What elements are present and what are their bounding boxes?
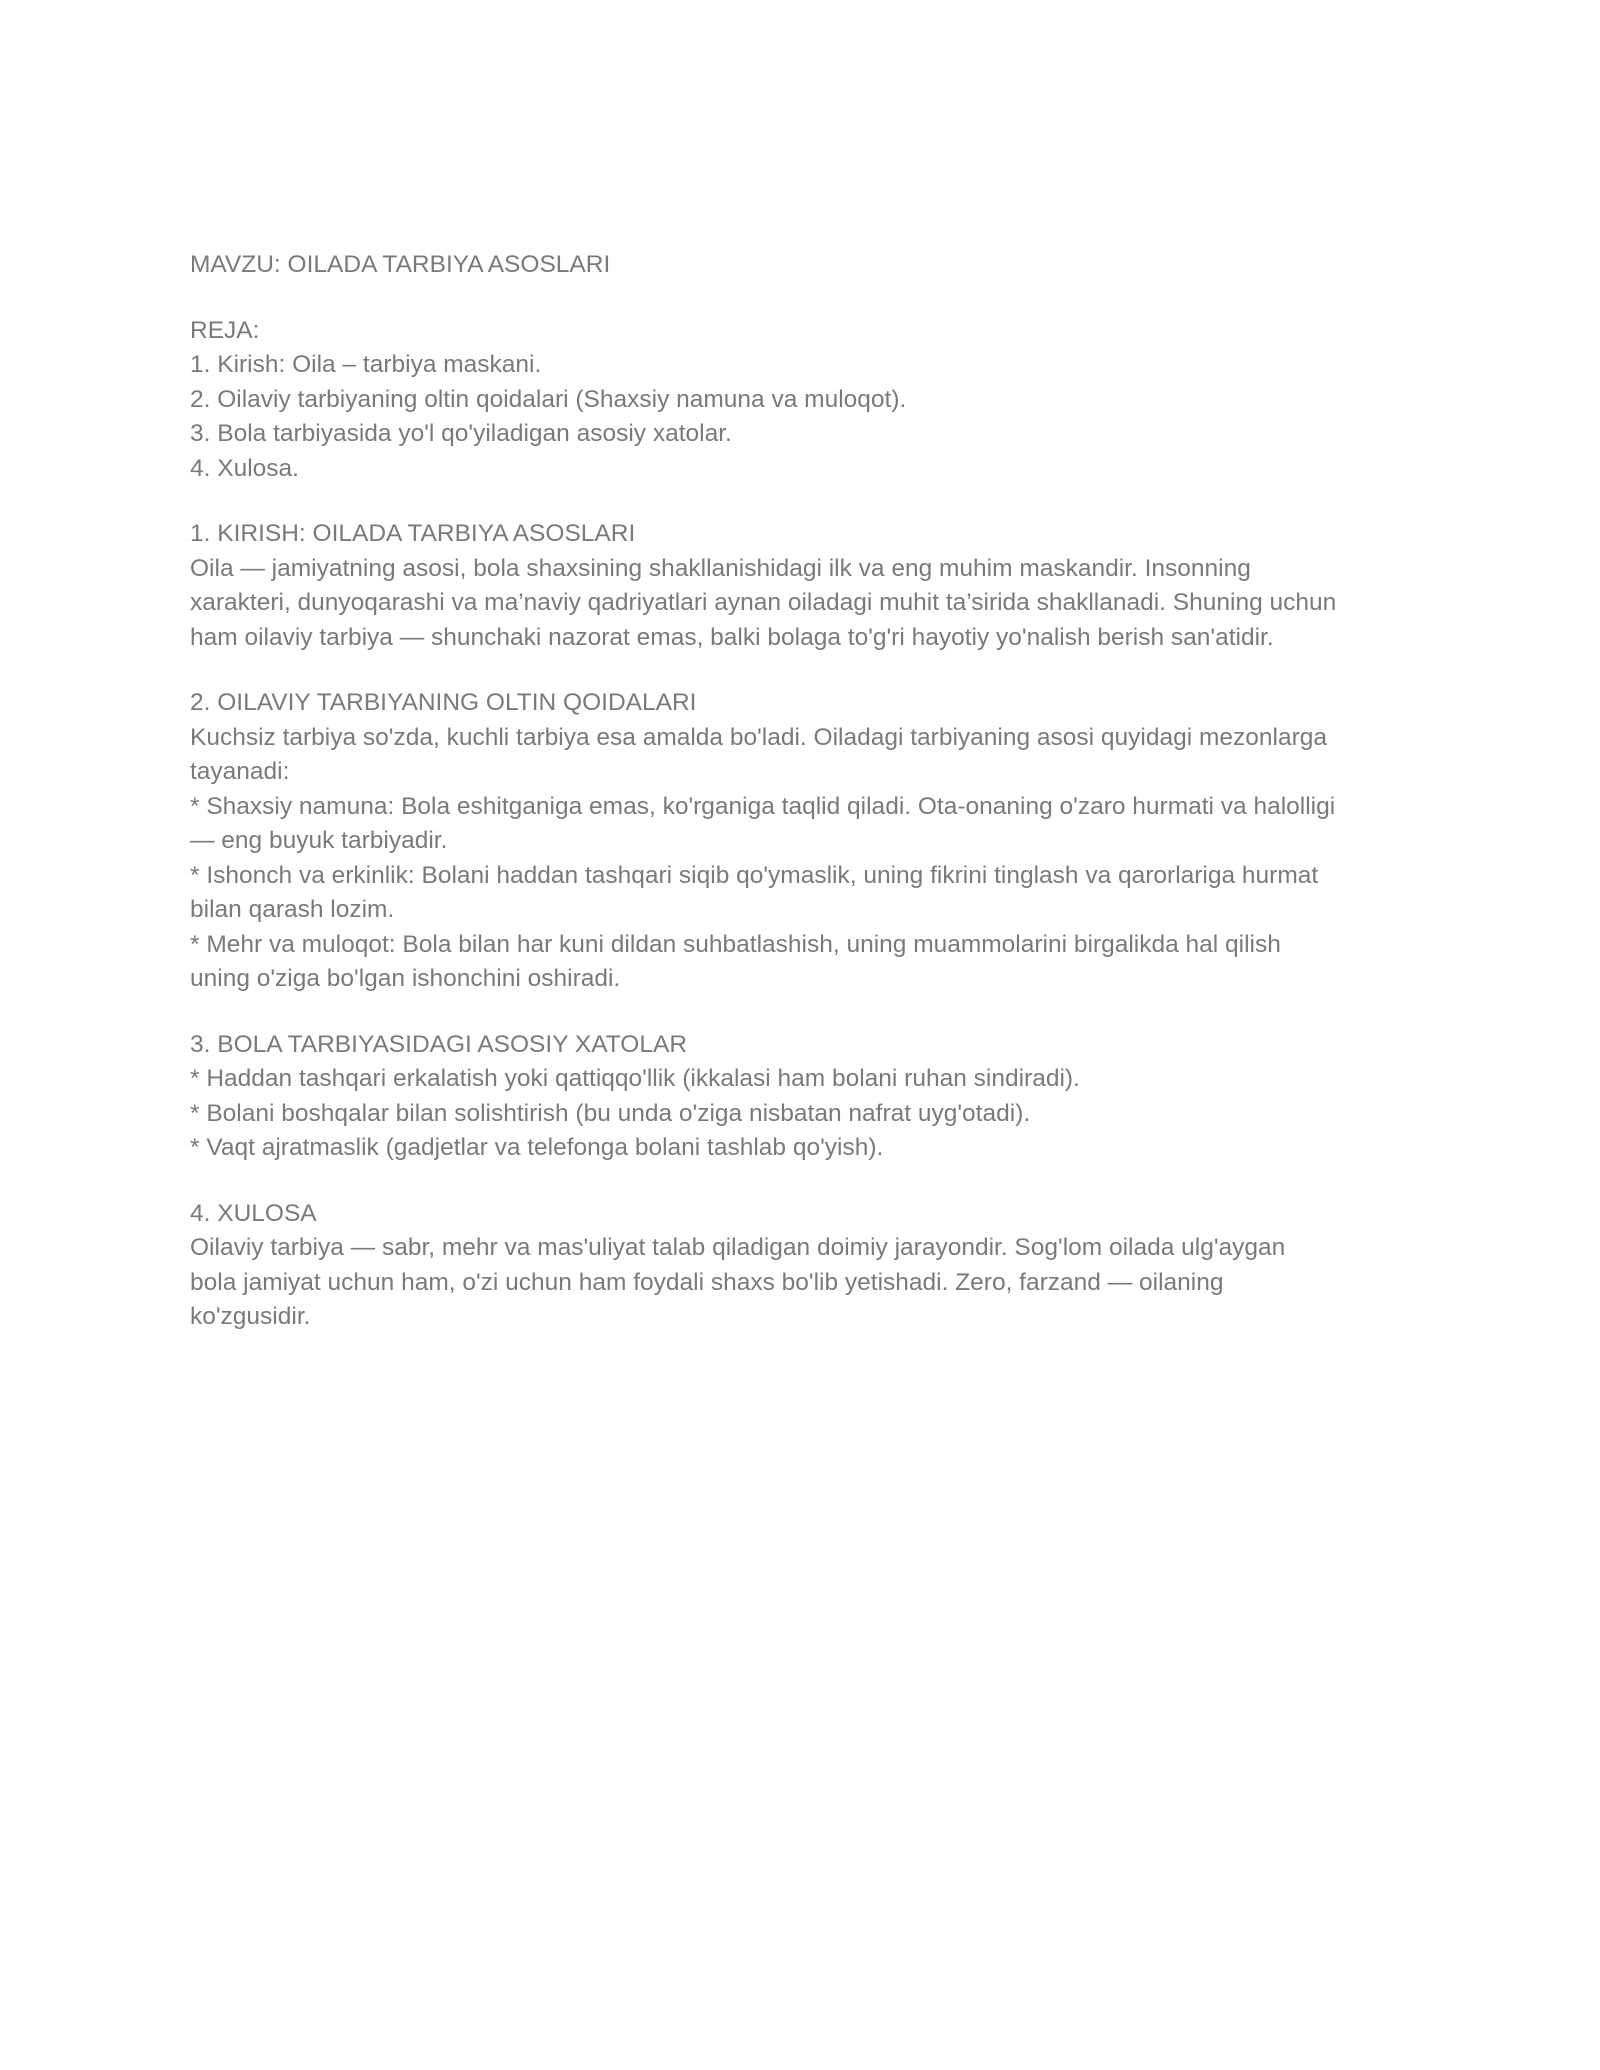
bullet-line: bilan qarash lozim. <box>190 896 395 923</box>
section-oltin-qoidalar <box>190 686 1420 997</box>
bullet-line: * Mehr va muloqot: Bola bilan har kuni dildan suhbatlashish, uning muammolarini birgalikda hal qilish <box>190 930 1281 958</box>
section-xatolar <box>190 1028 1420 1166</box>
paragraph-line: ham oilaviy tarbiya — shunchaki nazorat emas, balki bolaga to'g'ri hayotiy yo'nalish berish san'atidir. <box>190 623 1274 651</box>
reja-heading: REJA: <box>190 316 260 344</box>
bullet-line: * Shaxsiy namuna: Bola eshitganiga emas, ko'rganiga taqlid qiladi. Ota-onaning o'zaro hurmati va halolligi <box>190 792 1336 820</box>
section-xulosa <box>190 1197 1420 1335</box>
paragraph-line: bola jamiyat uchun ham, o'zi uchun ham foydali shaxs bo'lib yetishadi. Zero, farzand — oilaning <box>190 1268 1224 1296</box>
paragraph-line: tayanadi: <box>190 758 290 785</box>
reja-item: 3. Bola tarbiyasida yo'l qo'yiladigan asosiy xatolar. <box>190 420 732 447</box>
bullet-line: — eng buyuk tarbiyadir. <box>190 827 448 854</box>
reja-block <box>190 314 1420 487</box>
section-heading: 3. BOLA TARBIYASIDAGI ASOSIY XATOLAR <box>190 1030 688 1058</box>
paragraph-line: Oila — jamiyatning asosi, bola shaxsining shakllanishidagi ilk va eng muhim maskandir. Insonning <box>190 554 1251 582</box>
spacer <box>190 283 1420 314</box>
reja-item: 2. Oilaviy tarbiyaning oltin qoidalari (Shaxsiy namuna va muloqot). <box>190 385 907 413</box>
spacer <box>190 486 1420 517</box>
section-kirish <box>190 517 1420 655</box>
spacer <box>190 997 1420 1028</box>
document-page <box>190 248 1420 1335</box>
reja-item: 4. Xulosa. <box>190 454 299 482</box>
paragraph-line: Oilaviy tarbiya — sabr, mehr va mas'uliyat talab qiladigan doimiy jarayondir. Sog'lom oilada ulg'aygan <box>190 1234 1286 1261</box>
section-heading: 4. XULOSA <box>190 1199 317 1227</box>
paragraph-line: xarakteri, dunyoqarashi va ma’naviy qadriyatlari aynan oiladagi muhit ta’sirida shakllanadi. Shuning uchun <box>190 589 1337 616</box>
section-heading: 2. OILAVIY TARBIYANING OLTIN QOIDALARI <box>190 689 697 716</box>
paragraph-line: ko'zgusidir. <box>190 1303 311 1330</box>
bullet-line: uning o'ziga bo'lgan ishonchini oshiradi. <box>190 965 621 992</box>
section-heading: 1. KIRISH: OILADA TARBIYA ASOSLARI <box>190 520 636 547</box>
bullet-line: * Haddan tashqari erkalatish yoki qattiqqo'llik (ikkalasi ham bolani ruhan sindiradi). <box>190 1065 1080 1092</box>
bullet-line: * Bolani boshqalar bilan solishtirish (bu unda o'ziga nisbatan nafrat uyg'otadi). <box>190 1099 1031 1127</box>
spacer <box>190 655 1420 686</box>
spacer <box>190 1166 1420 1197</box>
paragraph-line: Kuchsiz tarbiya so'zda, kuchli tarbiya esa amalda bo'ladi. Oiladagi tarbiyaning asosi quyidagi mezonlarga <box>190 723 1327 751</box>
bullet-line: * Ishonch va erkinlik: Bolani haddan tashqari siqib qo'ymaslik, uning fikrini tinglash va qarorlariga hurmat <box>190 861 1319 889</box>
reja-item: 1. Kirish: Oila – tarbiya maskani. <box>190 351 542 378</box>
bullet-line: * Vaqt ajratmaslik (gadjetlar va telefonga bolani tashlab qo'yish). <box>190 1134 884 1161</box>
document-title: MAVZU: OILADA TARBIYA ASOSLARI <box>190 251 611 278</box>
